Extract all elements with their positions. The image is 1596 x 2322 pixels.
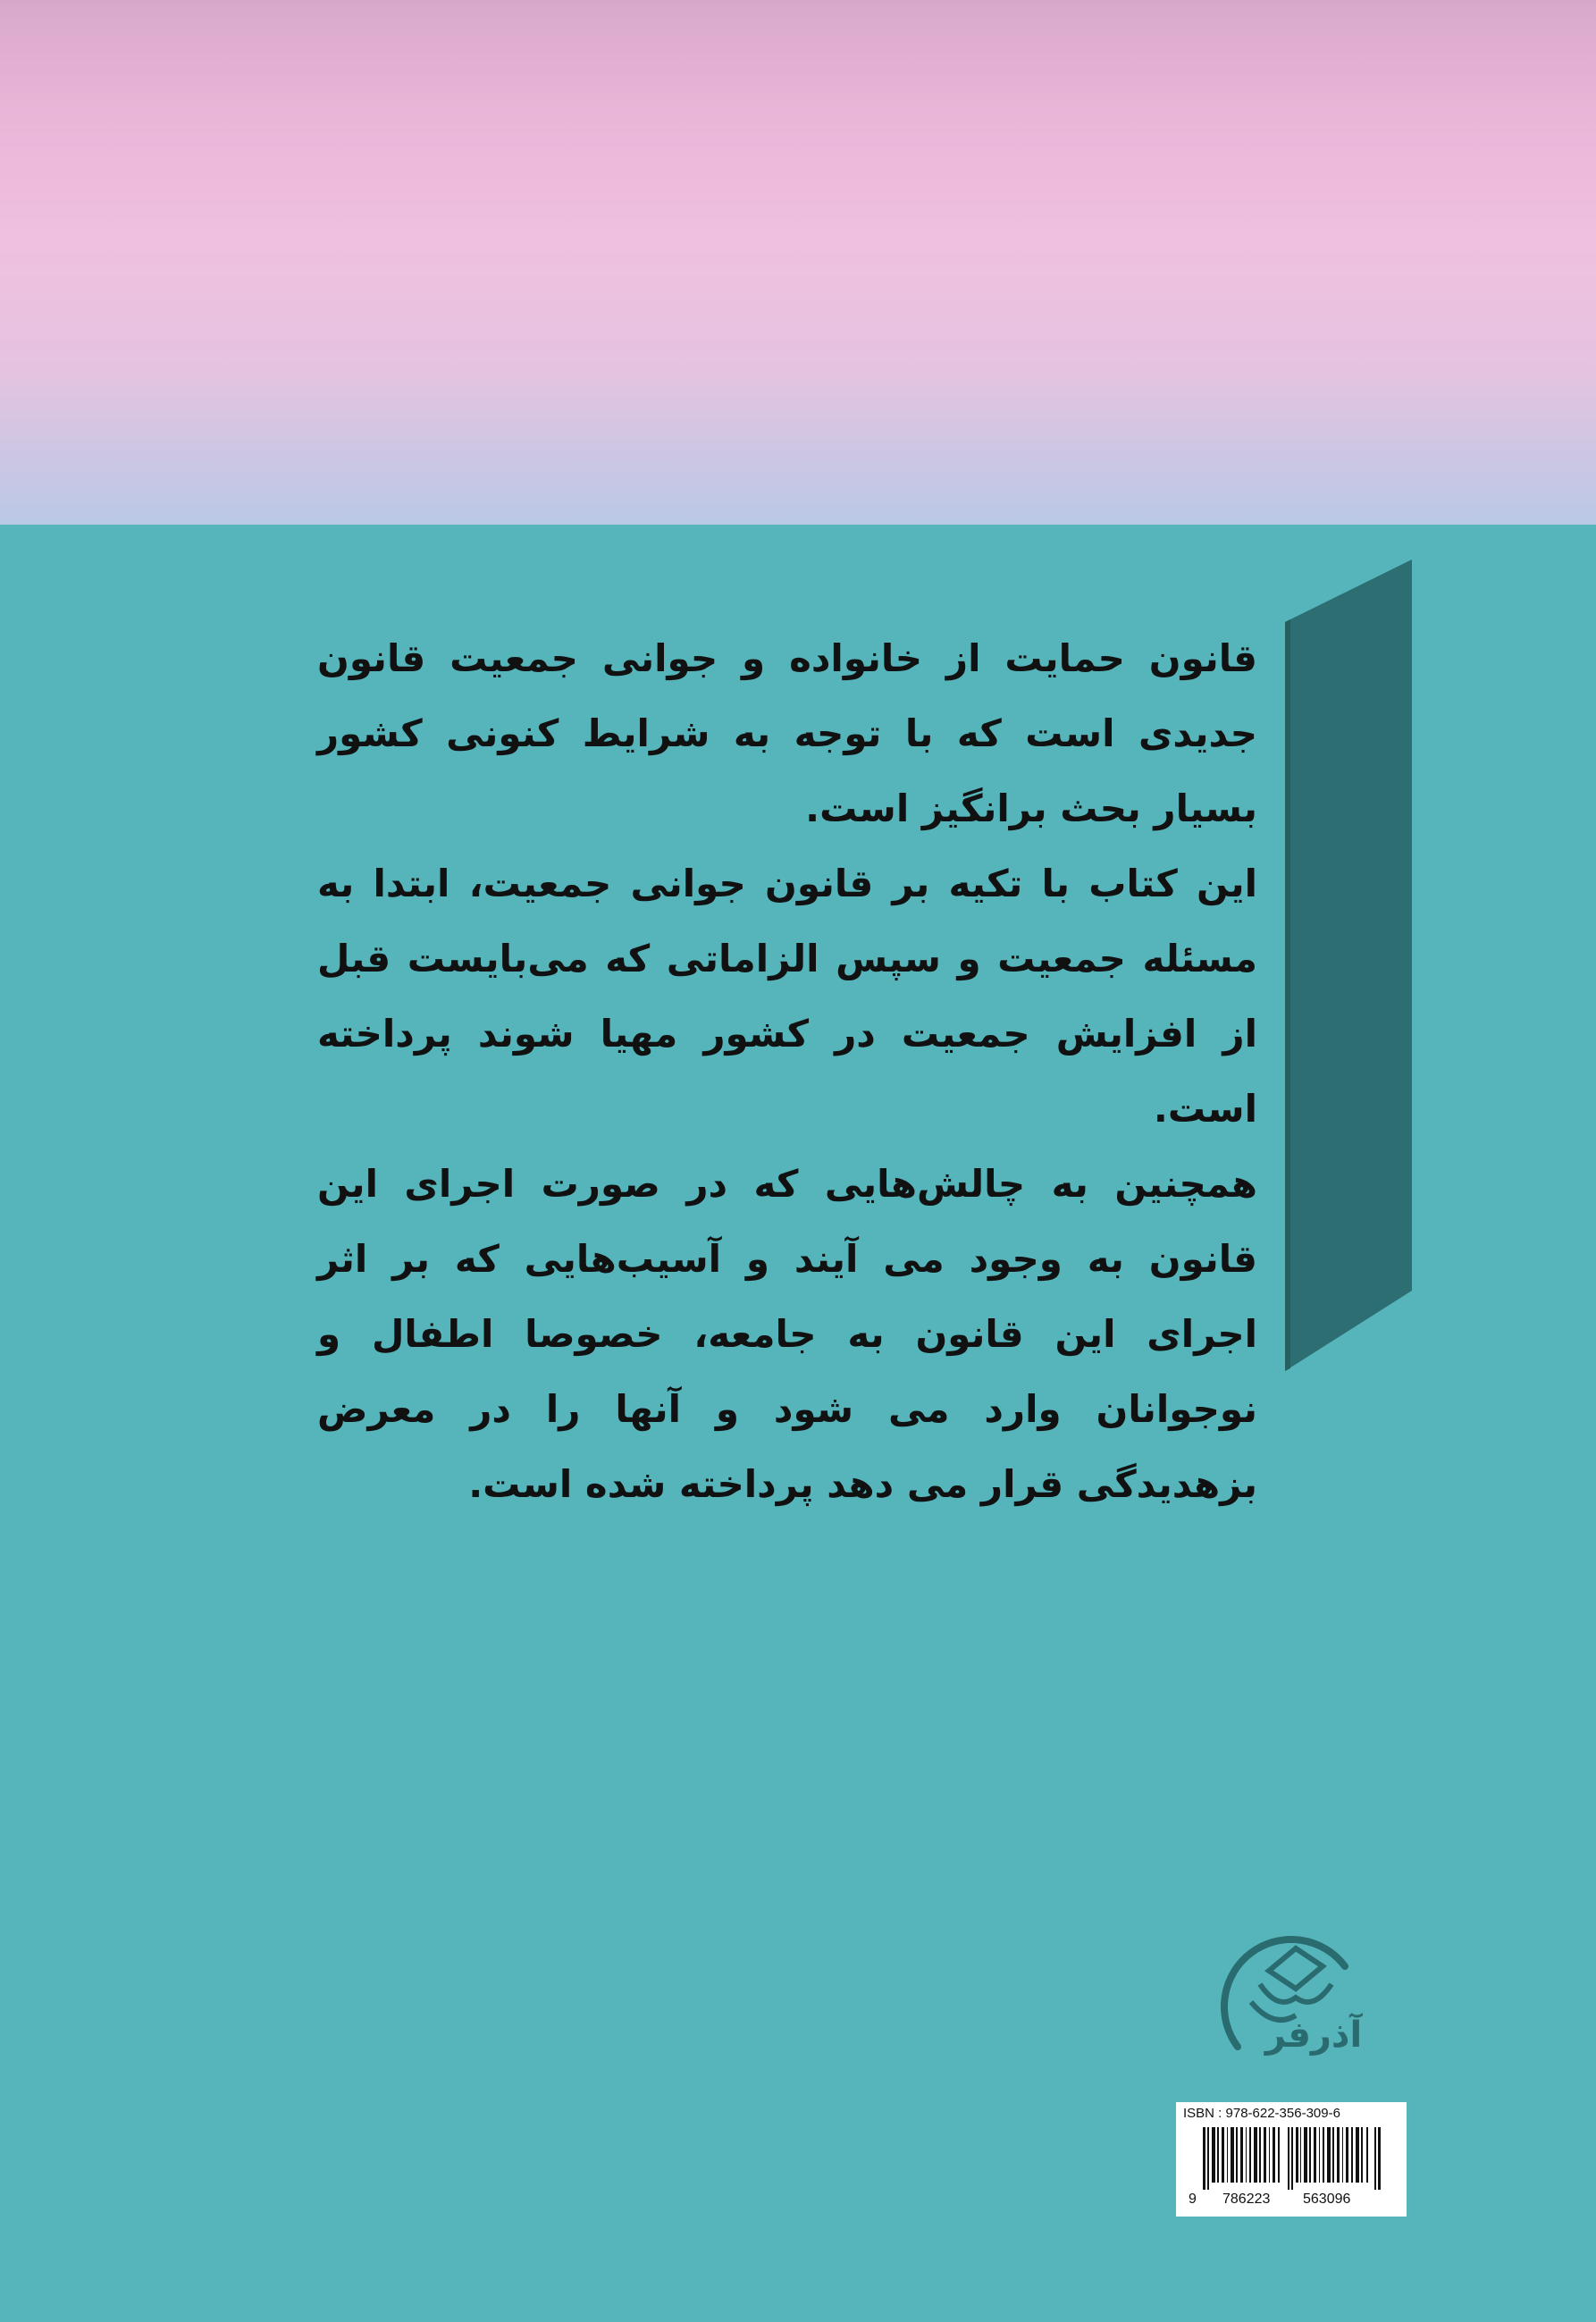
blurb-paragraph-1: قانون حمایت از خانواده و جوانی جمعیت قانون جدیدی است که با توجه به شرایط کنونی کشور بسیار بحث برانگیز است.: [317, 636, 1257, 830]
decorative-prism: [1285, 559, 1412, 1371]
barcode-digits-mid: 786223: [1222, 2192, 1271, 2207]
prism-edge: [1285, 619, 1290, 1371]
cover-top-gradient: [0, 0, 1596, 525]
publisher-logo-text: آذرفر: [1264, 2015, 1363, 2056]
isbn-barcode-box: [1176, 2102, 1407, 2217]
book-circle-logo-icon: [1197, 1913, 1376, 2091]
prism-front-face: [1285, 559, 1412, 1371]
barcode-digits-right: 563096: [1303, 2192, 1351, 2207]
barcode-digits-left: 9: [1189, 2192, 1197, 2207]
blurb-paragraph-3: همچنین به چالش‌هایی که در صورت اجرای این قانون به وجود می آیند و آسیب‌هایی که بر اثر اجرای این قانون به جامعه، خصوصا اطفال و نوجوانان وارد می شود و آنها را در معرض بزهدیدگی قرار می دهد پرداخته شده است.: [317, 1162, 1257, 1506]
isbn-label: ISBN : 978-622-356-309-6: [1183, 2106, 1340, 2121]
barcode: [1203, 2127, 1382, 2190]
back-cover-blurb: [317, 621, 1257, 1522]
blurb-paragraph-2: این کتاب با تکیه بر قانون جوانی جمعیت، ابتدا به مسئله جمعیت و سپس الزاماتی که می‌بایست قبل از افزایش جمعیت در کشور مهیا شوند پرداخته است.: [317, 862, 1257, 1131]
